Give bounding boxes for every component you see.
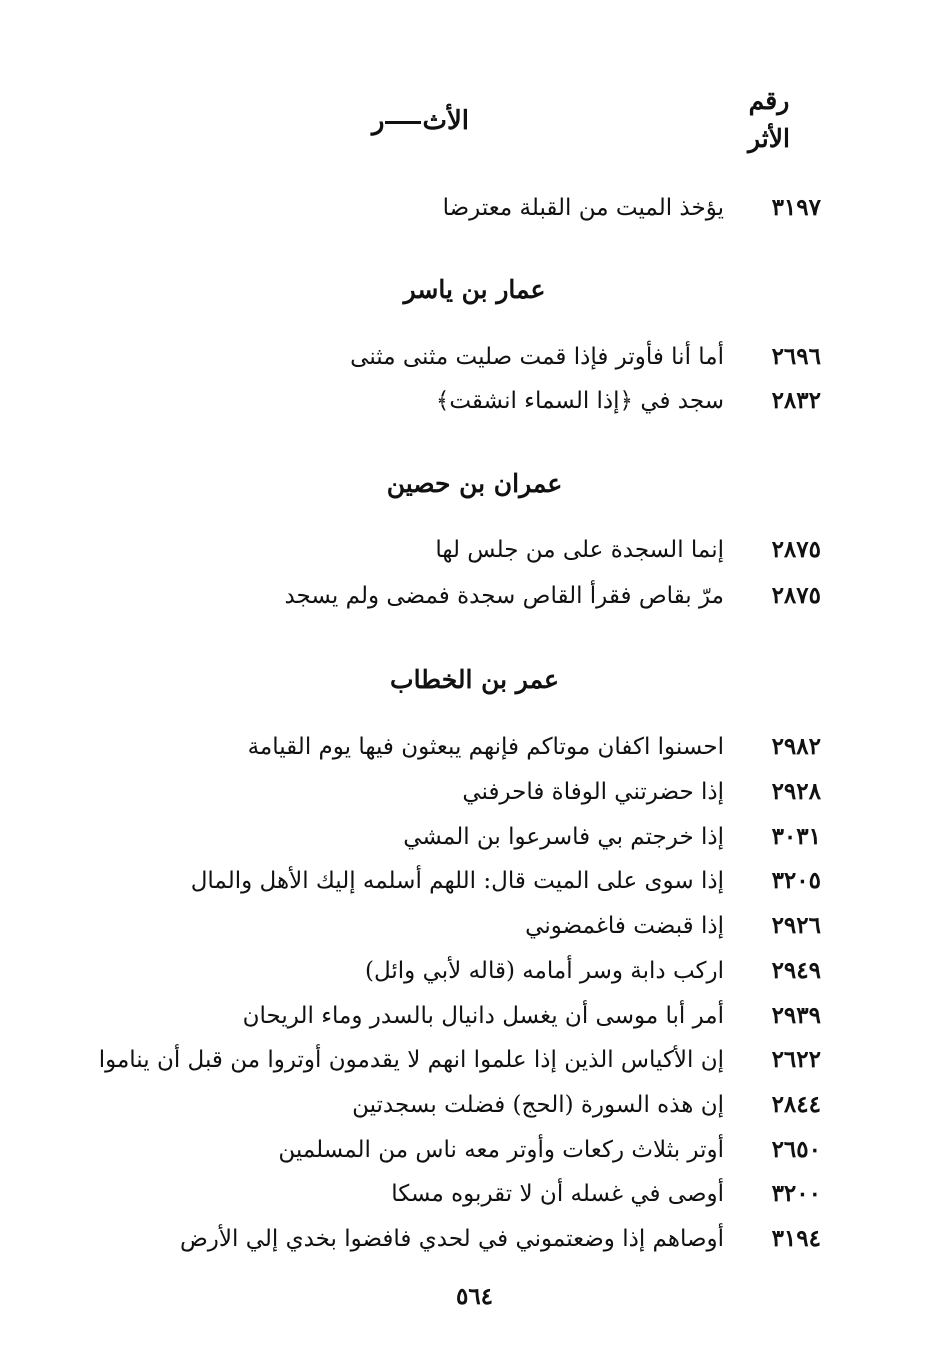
number-header-line1: رقم xyxy=(748,86,790,115)
list-item xyxy=(0,951,949,991)
page-number: ٥٦٤ xyxy=(455,1283,494,1310)
text-header-end: ر xyxy=(371,106,385,136)
list-item xyxy=(0,1085,949,1125)
number-header-line2: الأثر xyxy=(748,124,790,153)
entry-text: إذا قبضت فاغمضوني xyxy=(525,913,724,939)
list-item xyxy=(0,772,949,812)
entry-number: ٢٩٣٩ xyxy=(771,1002,821,1029)
entry-text: إذا خرجتم بي فاسرعوا بن المشي xyxy=(403,824,724,850)
entry-text: أوتر بثلاث ركعات وأوتر معه ناس من المسلمين xyxy=(278,1137,724,1163)
entry-number: ٢٨٧٥ xyxy=(771,582,821,609)
entry-text: يؤخذ الميت من القبلة معترضا xyxy=(442,195,724,221)
kashida-stretch xyxy=(385,121,421,124)
entry-text: أمر أبا موسى أن يغسل دانيال بالسدر وماء الريحان xyxy=(242,1003,724,1029)
list-item xyxy=(0,188,949,228)
entry-number: ٣١٩٤ xyxy=(771,1225,821,1252)
entry-text: احسنوا اكفان موتاكم فإنهم يبعثون فيها يوم القيامة xyxy=(247,734,724,760)
section-heading: عمران بن حصين xyxy=(386,469,563,498)
list-item xyxy=(0,1174,949,1214)
entry-number: ٣١٩٧ xyxy=(771,194,821,221)
list-item xyxy=(0,817,949,857)
entry-number: ٢٦٩٦ xyxy=(771,343,821,370)
number-column-header xyxy=(729,82,809,158)
entry-number: ٣٢٠٠ xyxy=(771,1180,821,1207)
entry-number: ٢٨٧٥ xyxy=(771,536,821,563)
list-item xyxy=(0,381,949,421)
list-item xyxy=(0,1040,949,1080)
list-item xyxy=(0,1130,949,1170)
entry-text: إن هذه السورة (الحج) فضلت بسجدتين xyxy=(352,1092,724,1118)
entry-text: إن الأكياس الذين إذا علموا انهم لا يقدمون أوتروا من قبل أن يناموا xyxy=(98,1047,724,1073)
list-item xyxy=(0,530,949,570)
entry-number: ٣٠٣١ xyxy=(771,823,821,850)
entry-number: ٢٩٤٩ xyxy=(771,957,821,984)
text-header-start: الأث xyxy=(422,106,469,136)
entry-text: أما أنا فأوتر فإذا قمت صليت مثنى مثنى xyxy=(350,344,724,370)
entry-number: ٢٦٥٠ xyxy=(771,1136,821,1163)
entry-number: ٢٩٨٢ xyxy=(771,733,821,760)
list-item xyxy=(0,727,949,767)
entry-number: ٣٢٠٥ xyxy=(771,867,821,894)
entry-text: إذا حضرتني الوفاة فاحرفني xyxy=(462,779,724,805)
entry-number: ٢٨٤٤ xyxy=(771,1091,821,1118)
text-column-header xyxy=(372,106,469,136)
list-item xyxy=(0,996,949,1036)
entry-number: ٢٩٢٨ xyxy=(771,778,821,805)
entry-text: مرّ بقاص فقرأ القاص سجدة فمضى ولم يسجد xyxy=(284,583,724,609)
entry-number: ٢٨٣٢ xyxy=(771,387,821,414)
entry-text: أوصاهم إذا وضعتموني في لحدي فافضوا بخدي إلي الأرض xyxy=(179,1226,724,1252)
entry-text: أوصى في غسله أن لا تقربوه مسكا xyxy=(391,1181,724,1207)
section-heading: عمار بن ياسر xyxy=(403,275,546,304)
section-heading: عمر بن الخطاب xyxy=(390,665,559,694)
list-item xyxy=(0,861,949,901)
entry-text: سجد في ﴿إذا السماء انشقت﴾ xyxy=(435,388,724,414)
entry-number: ٢٦٢٢ xyxy=(771,1046,821,1073)
list-item xyxy=(0,906,949,946)
entry-number: ٢٩٢٦ xyxy=(771,912,821,939)
list-item xyxy=(0,1219,949,1259)
list-item xyxy=(0,337,949,377)
list-item xyxy=(0,576,949,616)
entry-text: اركب دابة وسر أمامه (قاله لأبي وائل) xyxy=(365,958,724,984)
entry-text: إذا سوى على الميت قال: اللهم أسلمه إليك الأهل والمال xyxy=(190,868,724,894)
entry-text: إنما السجدة على من جلس لها xyxy=(435,537,724,563)
